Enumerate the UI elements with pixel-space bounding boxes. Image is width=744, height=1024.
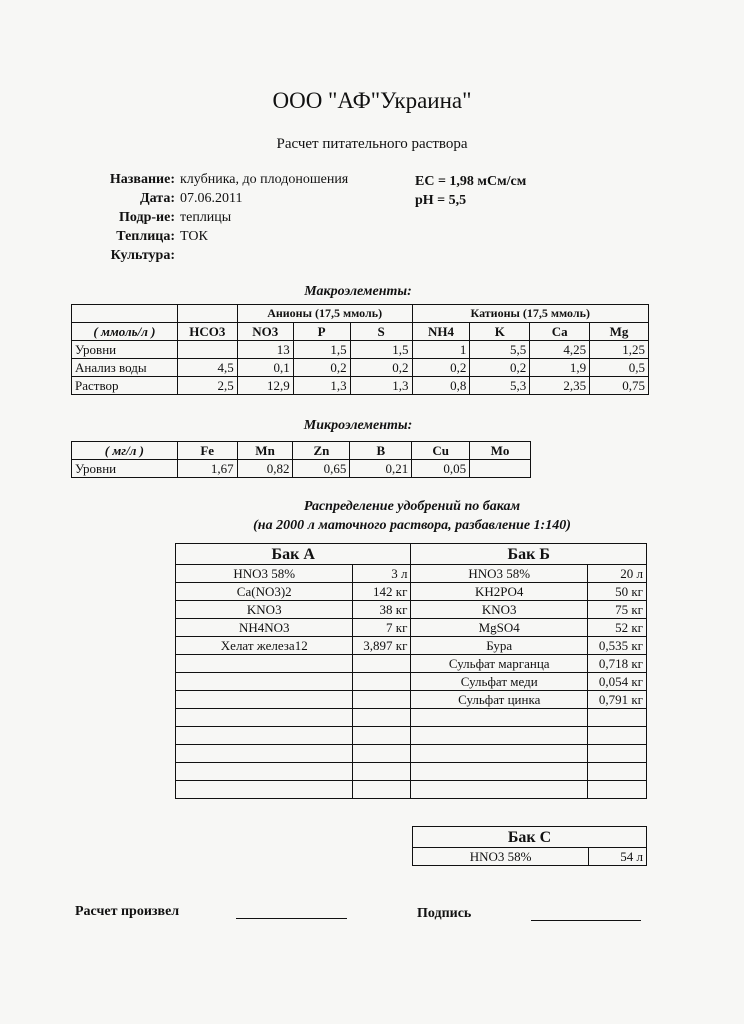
macro-col-header: S [350, 323, 412, 341]
tank-b-fertilizer: MgSO4 [411, 619, 588, 637]
macro-blank [177, 305, 237, 323]
table-row [72, 359, 649, 377]
cell: 1 [412, 341, 470, 359]
table-row [413, 848, 647, 866]
cell: 0,2 [470, 359, 530, 377]
row-label: Уровни [72, 341, 178, 359]
tank-a-fertilizer [176, 691, 353, 709]
micro-col-header: B [350, 442, 412, 460]
cell: 0,2 [293, 359, 350, 377]
micro-title: Микроэлементы: [303, 418, 413, 433]
table-row [176, 655, 647, 673]
cell: 0,2 [350, 359, 412, 377]
cell [470, 460, 531, 478]
greenhouse-label: Теплица: [116, 229, 175, 244]
row-label: Анализ воды [72, 359, 178, 377]
ph-value: pH = 5,5 [415, 193, 467, 208]
micro-table [71, 441, 531, 478]
cell: 13 [237, 341, 293, 359]
tank-c-amount: 54 л [589, 848, 647, 866]
macro-title: Макроэлементы: [304, 284, 412, 299]
table-row [176, 781, 647, 799]
table-row [176, 763, 647, 781]
tank-b-amount [588, 763, 647, 781]
table-row [176, 565, 647, 583]
cell: 1,5 [350, 341, 412, 359]
date-label: Дата: [140, 191, 175, 206]
name-value: клубника, до плодоношения [180, 172, 349, 187]
tank-c-header: Бак С [413, 827, 647, 848]
tank-b-amount: 0,791 кг [588, 691, 647, 709]
cell: 0,5 [590, 359, 649, 377]
division-label: Подр-ие: [119, 210, 175, 225]
macro-corner [72, 305, 178, 323]
tank-a-fertilizer [176, 763, 353, 781]
micro-col-header: Cu [412, 442, 470, 460]
tank-b-amount: 50 кг [588, 583, 647, 601]
cell: 0,8 [412, 377, 470, 395]
tank-a-amount [353, 709, 411, 727]
macro-col-header: Ca [530, 323, 590, 341]
table-row [176, 619, 647, 637]
cell: 2,35 [530, 377, 590, 395]
micro-col-header: Fe [177, 442, 237, 460]
tank-a-amount [353, 655, 411, 673]
tank-b-fertilizer [411, 745, 588, 763]
tank-b-amount: 52 кг [588, 619, 647, 637]
table-row [176, 727, 647, 745]
greenhouse-value: ТОК [180, 229, 208, 244]
tank-b-fertilizer: Бура [411, 637, 588, 655]
distribution-subtitle: (на 2000 л маточного раствора, разбавление 1:140) [253, 518, 571, 533]
macro-col-header: NH4 [412, 323, 470, 341]
tank-b-fertilizer: Сульфат цинка [411, 691, 588, 709]
tank-c-fertilizer: HNO3 58% [413, 848, 589, 866]
tank-a-fertilizer: HNO3 58% [176, 565, 353, 583]
row-label: Уровни [72, 460, 178, 478]
signature-line [531, 920, 641, 921]
tank-b-amount [588, 727, 647, 745]
cell: 4,5 [177, 359, 237, 377]
tank-b-fertilizer [411, 709, 588, 727]
tank-b-fertilizer: Сульфат марганца [411, 655, 588, 673]
cell: 0,21 [350, 460, 412, 478]
table-row [72, 377, 649, 395]
cell: 1,5 [293, 341, 350, 359]
tank-a-amount: 3,897 кг [353, 637, 411, 655]
tank-b-amount: 0,054 кг [588, 673, 647, 691]
tank-b-amount [588, 781, 647, 799]
cell: 5,3 [470, 377, 530, 395]
culture-label: Культура: [110, 248, 175, 263]
tank-a-amount [353, 691, 411, 709]
tank-a-fertilizer [176, 745, 353, 763]
table-row [72, 341, 649, 359]
company-title: ООО "АФ"Украина" [272, 88, 472, 113]
macro-col-header: ( ммоль/л ) [72, 323, 178, 341]
table-row [176, 601, 647, 619]
tank-b-amount: 0,718 кг [588, 655, 647, 673]
micro-col-header: Mn [237, 442, 293, 460]
cell: 0,82 [237, 460, 293, 478]
tank-a-amount [353, 781, 411, 799]
tank-b-fertilizer [411, 727, 588, 745]
table-row [176, 691, 647, 709]
row-label: Раствор [72, 377, 178, 395]
tank-a-amount [353, 763, 411, 781]
cell: 1,3 [350, 377, 412, 395]
tank-a-fertilizer: Хелат железа12 [176, 637, 353, 655]
micro-col-header: ( мг/л ) [72, 442, 178, 460]
tank-a-fertilizer: NH4NO3 [176, 619, 353, 637]
cell: 5,5 [470, 341, 530, 359]
table-row [72, 460, 531, 478]
tank-b-fertilizer: Сульфат меди [411, 673, 588, 691]
tank-b-amount [588, 745, 647, 763]
table-row [176, 673, 647, 691]
macro-col-header: NO3 [237, 323, 293, 341]
micro-col-header: Mo [470, 442, 531, 460]
calculated-by-label: Расчет произвел [75, 904, 180, 919]
micro-col-header: Zn [293, 442, 350, 460]
cations-header: Катионы (17,5 ммоль) [412, 305, 649, 323]
anions-header: Анионы (17,5 ммоль) [237, 305, 412, 323]
table-row [176, 583, 647, 601]
calculated-by-line [236, 918, 347, 919]
distribution-title: Распределение удобрений по бакам [303, 499, 521, 514]
date-value: 07.06.2011 [180, 191, 243, 206]
tank-c-table [412, 826, 647, 866]
cell: 0,1 [237, 359, 293, 377]
cell: 1,3 [293, 377, 350, 395]
tank-a-fertilizer: KNO3 [176, 601, 353, 619]
cell: 1,67 [177, 460, 237, 478]
macro-col-header: K [470, 323, 530, 341]
tank-b-fertilizer: KNO3 [411, 601, 588, 619]
tank-a-amount [353, 745, 411, 763]
tank-a-fertilizer [176, 781, 353, 799]
tank-a-fertilizer: Ca(NO3)2 [176, 583, 353, 601]
tank-b-amount [588, 709, 647, 727]
page-subtitle: Расчет питательного раствора [276, 136, 468, 152]
cell: 1,9 [530, 359, 590, 377]
cell: 2,5 [177, 377, 237, 395]
macro-col-header: HCO3 [177, 323, 237, 341]
tank-a-amount [353, 727, 411, 745]
tank-b-fertilizer: KH2PO4 [411, 583, 588, 601]
tank-a-amount: 38 кг [353, 601, 411, 619]
tank-a-header: Бак А [176, 544, 411, 565]
cell: 0,75 [590, 377, 649, 395]
tank-a-amount: 142 кг [353, 583, 411, 601]
tank-b-amount: 0,535 кг [588, 637, 647, 655]
cell: 0,05 [412, 460, 470, 478]
tank-a-amount: 7 кг [353, 619, 411, 637]
tank-b-amount: 20 л [588, 565, 647, 583]
tanks-table [175, 543, 647, 799]
name-label: Название: [109, 172, 175, 187]
cell: 4,25 [530, 341, 590, 359]
cell: 1,25 [590, 341, 649, 359]
tank-a-amount [353, 673, 411, 691]
tank-b-header: Бак Б [411, 544, 647, 565]
tank-b-fertilizer [411, 763, 588, 781]
table-row [176, 745, 647, 763]
tank-a-fertilizer [176, 727, 353, 745]
tank-a-fertilizer [176, 655, 353, 673]
tank-a-fertilizer [176, 709, 353, 727]
table-row [176, 637, 647, 655]
tank-a-fertilizer [176, 673, 353, 691]
macro-col-header: P [293, 323, 350, 341]
cell: 12,9 [237, 377, 293, 395]
tank-b-amount: 75 кг [588, 601, 647, 619]
cell: 0,65 [293, 460, 350, 478]
macro-col-header: Mg [590, 323, 649, 341]
ec-value: EC = 1,98 мСм/см [415, 174, 527, 189]
signature-label: Подпись [417, 906, 472, 921]
cell: 0,2 [412, 359, 470, 377]
division-value: теплицы [180, 210, 232, 225]
tank-b-fertilizer: HNO3 58% [411, 565, 588, 583]
tank-b-fertilizer [411, 781, 588, 799]
macro-table [71, 304, 649, 395]
table-row [176, 709, 647, 727]
tank-a-amount: 3 л [353, 565, 411, 583]
cell [177, 341, 237, 359]
